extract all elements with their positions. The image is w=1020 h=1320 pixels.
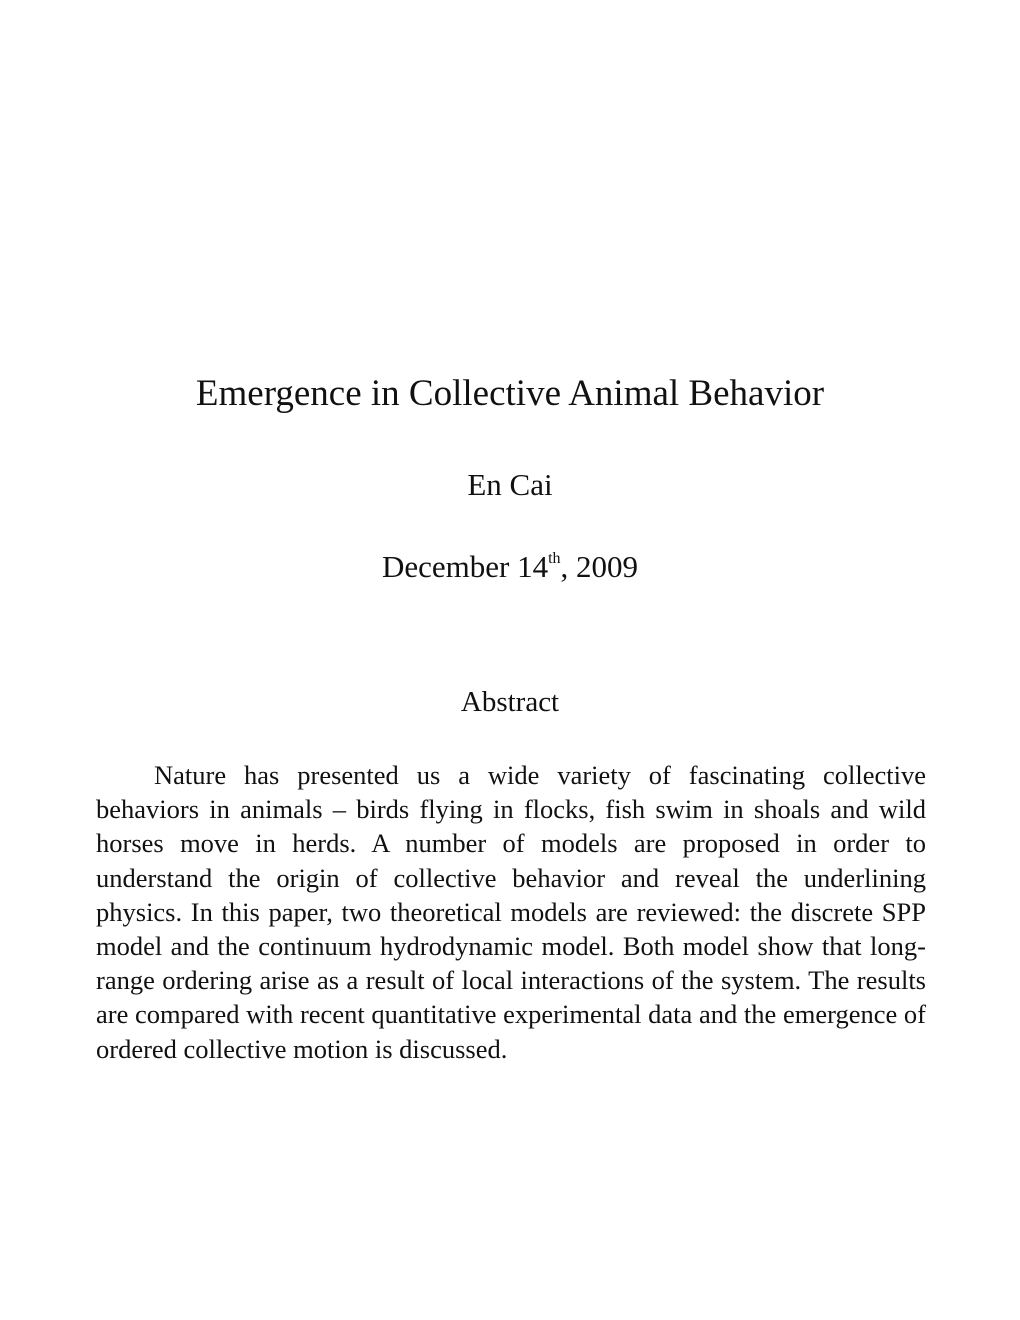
author-name: En Cai xyxy=(467,467,553,502)
abstract-body: Nature has presented us a wide variety of fascinating collective behaviors in animals – birds flying in flocks, fish swim in shoals and wild horses move in herds. A number of models are proposed in order to understand the origin of collective behavior and reveal the underlining physics. In this paper, two theoretical models are reviewed: the discrete SPP model and the continuum hydrodynamic model. Both model show that long-range ordering arise as a result of local interactions of the system. The results are compared with recent quantitative experimental data and the emergence of ordered collective motion is discussed. xyxy=(96,760,926,1064)
abstract-heading: Abstract xyxy=(460,686,560,718)
date-year: , 2009 xyxy=(560,549,639,584)
paper-title: Emergence in Collective Animal Behavior xyxy=(195,373,825,414)
publication-date xyxy=(0,546,1020,588)
date-ordinal-suffix: th xyxy=(548,550,561,567)
date-month-day: December 14 xyxy=(381,549,549,584)
